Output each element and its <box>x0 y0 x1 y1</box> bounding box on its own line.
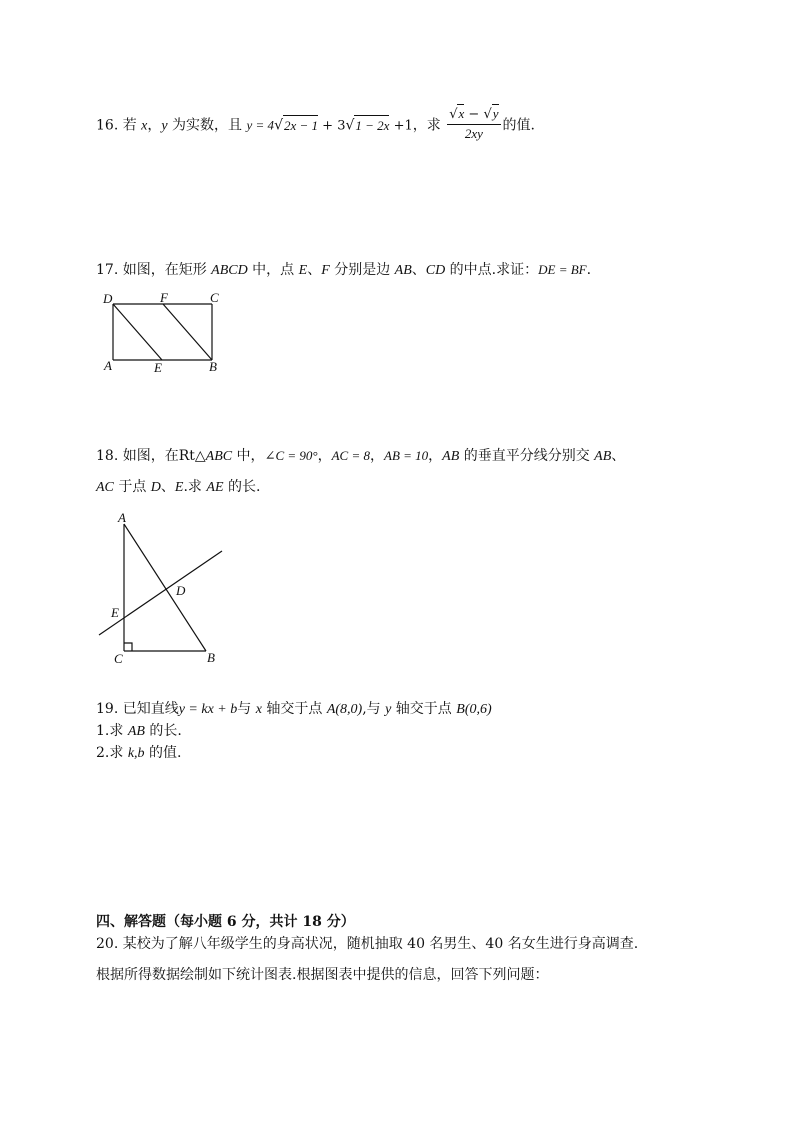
q18-side-ab-2: AB <box>594 449 612 464</box>
q17-dun: 、 <box>307 262 322 278</box>
q17-side-cd: CD <box>425 263 446 278</box>
q18-point-d: D <box>150 480 161 495</box>
q19-text-a: 19. 已知直线 <box>96 701 179 717</box>
q18-text-d: 的垂直平分线分别交 <box>459 448 595 464</box>
q18-side-ab <box>124 524 206 651</box>
question-19-sub-1 <box>96 721 182 742</box>
q17-rectangle-figure <box>96 288 236 380</box>
section-4-heading: 四、解答题（每小题 6 分，共计 18 分） <box>96 914 355 930</box>
question-20-line-1: 20. 某校为了解八年级学生的身高状况，随机抽取 40 名男生、40 名女生进行身高调查. <box>96 936 639 952</box>
q16-frac-den: 2xy <box>464 126 483 141</box>
q19-axis-x: x <box>255 702 262 717</box>
q19-sub1-ab: AB <box>127 724 145 739</box>
q16-radicand-2: 1 − 2x <box>354 115 389 136</box>
q18-condition-ac: AC = 8 <box>331 448 370 463</box>
q18-text-e: 、 <box>611 448 626 464</box>
q19-sub1-b: 的长. <box>144 723 182 739</box>
q19-axis-y: y <box>385 702 392 717</box>
q17-text-a: 17. 如图，在矩形 <box>96 262 212 278</box>
q18-label-c: C <box>114 651 123 666</box>
q16-formula-lhs: y = 4 <box>246 117 275 133</box>
q16-frac-num-y: y <box>492 106 499 121</box>
q17-point-f: F <box>321 263 330 278</box>
question-18-line-1 <box>96 446 625 467</box>
q18-label-b: B <box>207 650 215 665</box>
q18-triangle-name: ABC <box>205 449 233 464</box>
q19-text-b: 与 <box>237 701 256 717</box>
q16-frac-num-x: x <box>458 106 465 121</box>
q19-point-a: A(8,0) <box>326 702 363 717</box>
q18-side-ac: AC <box>96 480 114 495</box>
q17-rect-name: ABCD <box>211 263 248 278</box>
q19-line-equation: y = kx + b <box>178 702 238 717</box>
q17-text-c: 分别是边 <box>329 262 395 278</box>
q18-text-c: ， <box>428 448 443 464</box>
question-19-line-1 <box>96 699 492 720</box>
q16-plus-1: + 3 <box>318 118 346 134</box>
q18-text-i: 的长. <box>223 479 261 495</box>
question-18-line-2 <box>96 477 260 498</box>
q18-text-f: 于点 <box>113 479 151 495</box>
q19-sub2-a: 2.求 <box>96 745 128 761</box>
q17-segment-de <box>113 304 162 360</box>
q19-point-b: B(0,6) <box>456 702 492 717</box>
q18-label-d: D <box>176 583 186 598</box>
q16-tail1: 为实数，且 <box>167 117 247 134</box>
q18-label-e: E <box>111 605 119 620</box>
q18-sep-2: ， <box>370 448 384 464</box>
q19-text-e: 轴交于点 <box>391 701 457 717</box>
q16-var-y: y <box>161 118 168 134</box>
q19-sub2-b: 的值. <box>144 745 182 761</box>
q18-side-ab: AB <box>442 449 460 464</box>
q16-number: 16. <box>96 117 119 134</box>
q18-text-a: 18. 如图，在 <box>96 448 179 464</box>
q16-var-x: x <box>141 118 148 134</box>
q17-label-e: E <box>154 360 162 375</box>
q18-label-a: A <box>118 510 126 525</box>
q17-side-ab: AB <box>394 263 412 278</box>
question-20-line-2: 根据所得数据绘制如下统计图表.根据图表中提供的信息，回答下列问题： <box>96 967 549 983</box>
q17-label-f: F <box>160 290 168 305</box>
q19-text-c: 轴交于点 <box>261 701 327 717</box>
q16-comma: ，求 <box>412 117 441 134</box>
q19-sub1-a: 1.求 <box>96 723 128 739</box>
q19-text-d: ,与 <box>362 701 386 717</box>
q18-text-g: 、 <box>160 479 175 495</box>
question-17 <box>96 260 591 281</box>
q18-rt: Rt△ <box>178 448 206 464</box>
q18-sep-1: ， <box>317 448 332 464</box>
q16-intro: 若 <box>122 117 137 134</box>
q18-perpendicular-bisector <box>99 551 222 635</box>
q17-segment-fb <box>163 304 212 360</box>
q16-tail2: 的值. <box>502 117 535 134</box>
q16-frac-minus: − <box>464 107 484 122</box>
q17-label-d: D <box>103 291 113 306</box>
q17-text-b: 中，点 <box>247 262 299 278</box>
q18-condition-angle: ∠C = 90° <box>264 448 318 463</box>
q17-label-c: C <box>210 290 219 305</box>
question-19-sub-2 <box>96 743 181 764</box>
q17-proof-goal: DE = BF <box>538 262 587 277</box>
q18-point-e: E <box>174 480 184 495</box>
q16-sep: ， <box>147 117 162 134</box>
q18-condition-ab: AB = 10 <box>384 448 429 463</box>
q16-plus-2: +1 <box>389 118 413 134</box>
q17-point-e: E <box>298 263 308 278</box>
q17-text-d: 的中点.求证： <box>445 262 539 278</box>
q18-text-b: 中， <box>232 448 265 464</box>
q18-text-h: .求 <box>183 479 207 495</box>
q19-sub2-kb: k,b <box>127 746 145 761</box>
q17-dun2: 、 <box>411 262 426 278</box>
q17-label-a: A <box>104 358 112 373</box>
q18-segment-ae: AE <box>206 480 224 495</box>
q16-fraction: $\frac{√x - √y}{2xy}$ <box>449 106 499 141</box>
q17-dot: . <box>586 262 592 278</box>
q18-triangle-figure <box>96 506 236 668</box>
q17-label-b: B <box>209 359 217 374</box>
q18-right-angle-mark <box>124 643 132 651</box>
question-16: 16. 若 x，y 为实数，且 y = 4√2x − 1 + 3√1 − 2x +1，求 $\frac{√x - √y}{2xy}$ 的值. <box>96 106 535 141</box>
q16-radicand-1: 2x − 1 <box>283 115 318 136</box>
